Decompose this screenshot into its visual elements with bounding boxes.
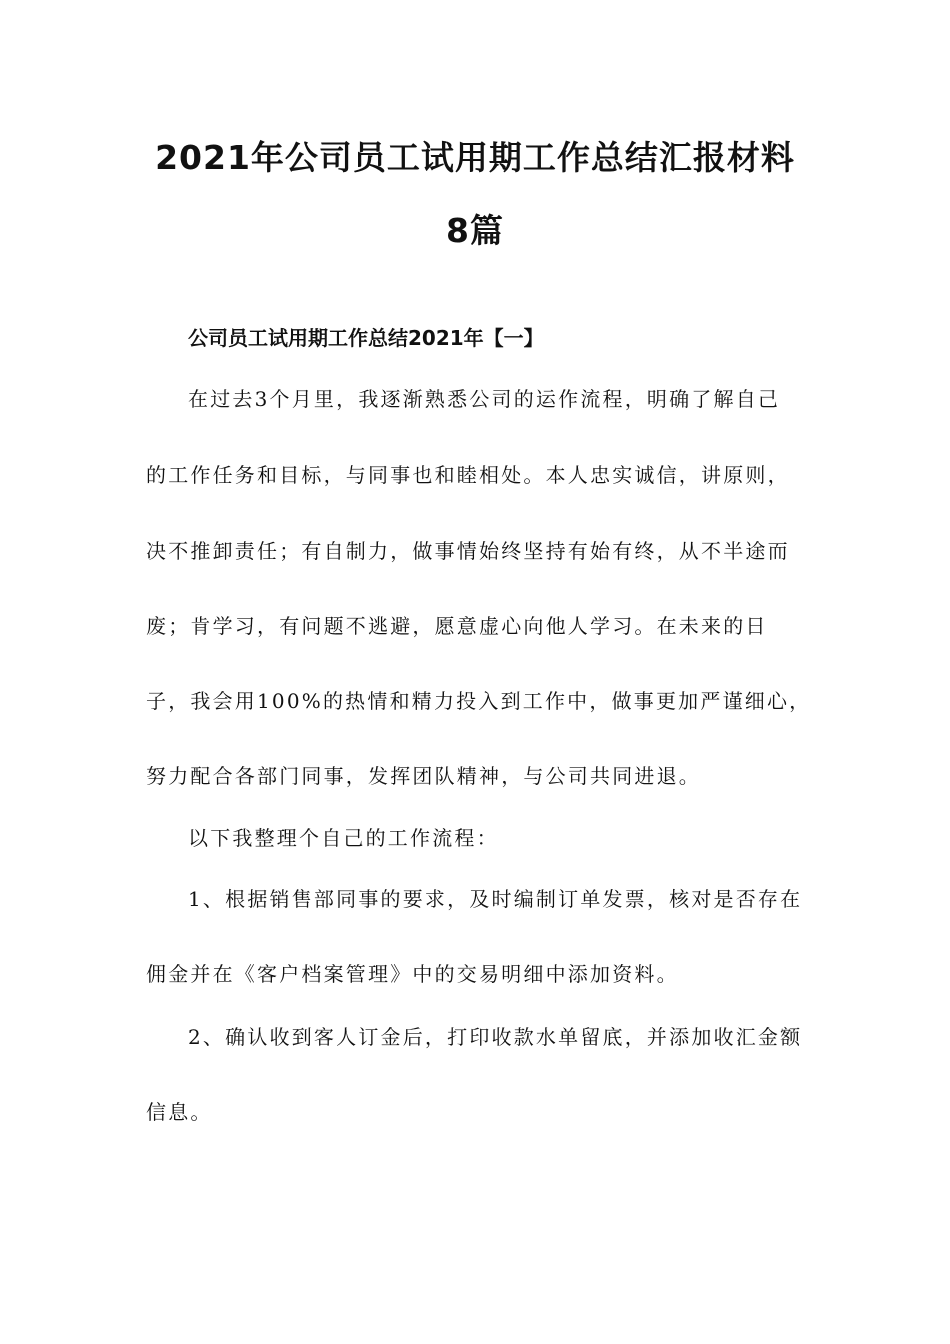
list-item-line: 1、根据销售部同事的要求，及时编制订单发票，核对是否存在 [188, 887, 803, 911]
list-item-line: 佣金并在《客户档案管理》中的交易明细中添加资料。 [146, 962, 679, 986]
paragraph-line: 子，我会用100%的热情和精力投入到工作中，做事更加严谨细心， [146, 689, 812, 713]
paragraph-line: 以下我整理个自己的工作流程： [188, 826, 499, 850]
list-item-line: 信息。 [146, 1100, 213, 1124]
paragraph-line: 决不推卸责任；有自制力，做事情始终坚持有始有终，从不半途而 [146, 539, 790, 563]
paragraph-line: 的工作任务和目标，与同事也和睦相处。本人忠实诚信，讲原则， [146, 463, 790, 487]
paragraph-line: 努力配合各部门同事，发挥团队精神，与公司共同进退。 [146, 764, 701, 788]
list-item-line: 2、确认收到客人订金后，打印收款水单留底，并添加收汇金额 [188, 1025, 803, 1049]
paragraph-line: 废；肯学习，有问题不逃避，愿意虚心向他人学习。在未来的日 [146, 614, 768, 638]
document-title-line-1: 2021年公司员工试用期工作总结汇报材料 [155, 138, 795, 177]
document-title-line-2: 8篇 [446, 211, 504, 250]
section-heading: 公司员工试用期工作总结2021年【一】 [188, 326, 544, 350]
paragraph-line: 在过去3个月里，我逐渐熟悉公司的运作流程，明确了解自己 [188, 387, 781, 411]
